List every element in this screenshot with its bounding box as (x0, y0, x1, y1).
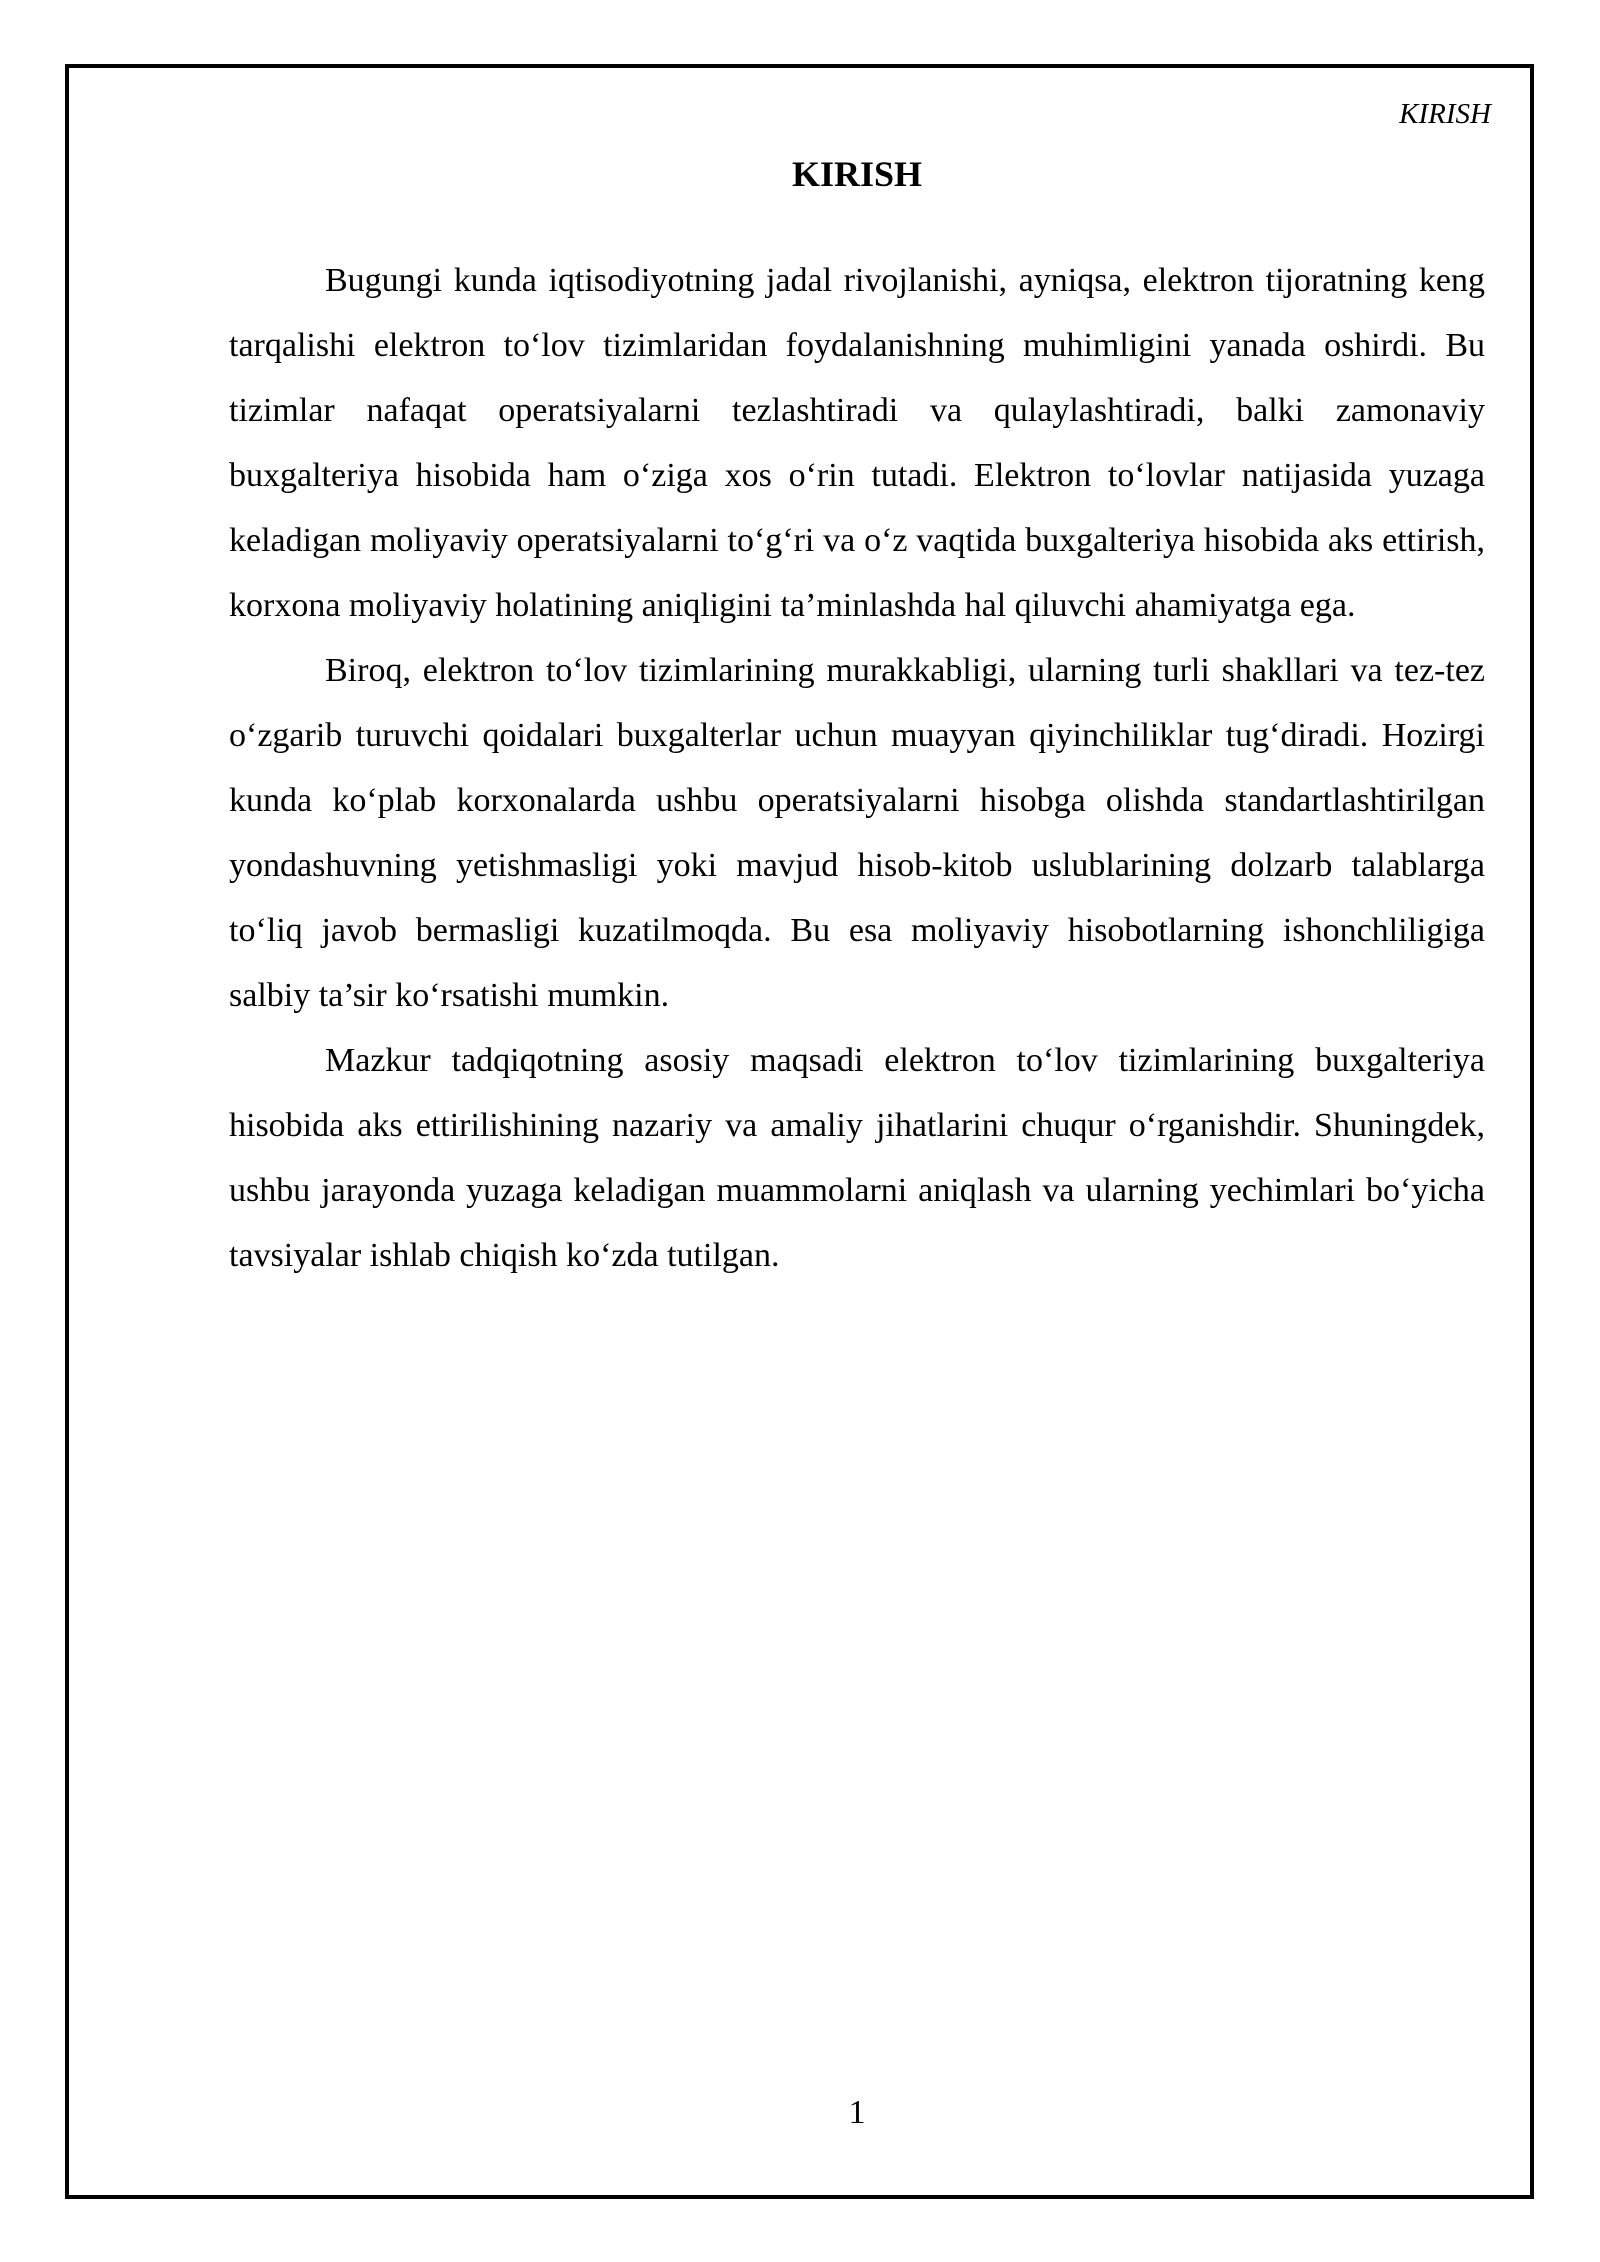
body-text (229, 248, 1485, 1288)
paragraph-1: Bugungi kunda iqtisodiyotning jadal rivojlanishi, ayniqsa, elektron tijoratning keng tarqalishi elektron to‘lov tizimlaridan foydalanishning muhimligini yanada oshirdi. Bu tizimlar nafaqat operatsiyalarni tezlashtiradi va qulaylashtiradi, balki zamonaviy buxgalteriya hisobida ham o‘ziga xos o‘rin tutadi. Elektron to‘lovlar natijasida yuzaga keladigan moliyaviy operatsiyalarni to‘g‘ri va o‘z vaqtida buxgalteriya hisobida aks ettirish, korxona moliyaviy holatining aniqligini ta’minlashda hal qiluvchi ahamiyatga ega. (229, 262, 1485, 624)
page-title: KIRISH (791, 154, 923, 194)
running-header: KIRISH (1399, 98, 1491, 130)
page-number: 1 (848, 2094, 866, 2131)
paragraph-3: Mazkur tadqiqotning asosiy maqsadi elektron to‘lov tizimlarining buxgalteriya hisobida aks ettirilishining nazariy va amaliy jihatlarini chuqur o‘rganishdir. Shuningdek, ushbu jarayonda yuzaga keladigan muammolarni aniqlash va ularning yechimlari bo‘yicha tavsiyalar ishlab chiqish ko‘zda tutilgan. (229, 1042, 1485, 1274)
paragraph-2: Biroq, elektron to‘lov tizimlarining murakkabligi, ularning turli shakllari va tez-tez o‘zgarib turuvchi qoidalari buxgalterlar uchun muayyan qiyinchiliklar tug‘diradi. Hozirgi kunda ko‘plab korxonalarda ushbu operatsiyalarni hisobga olishda standartlashtirilgan yondashuvning yetishmasligi yoki mavjud hisob-kitob uslublarining dolzarb talablarga to‘liq javob bermasligi kuzatilmoqda. Bu esa moliyaviy hisobotlarning ishonchliligiga salbiy ta’sir ko‘rsatishi mumkin. (229, 652, 1485, 1014)
